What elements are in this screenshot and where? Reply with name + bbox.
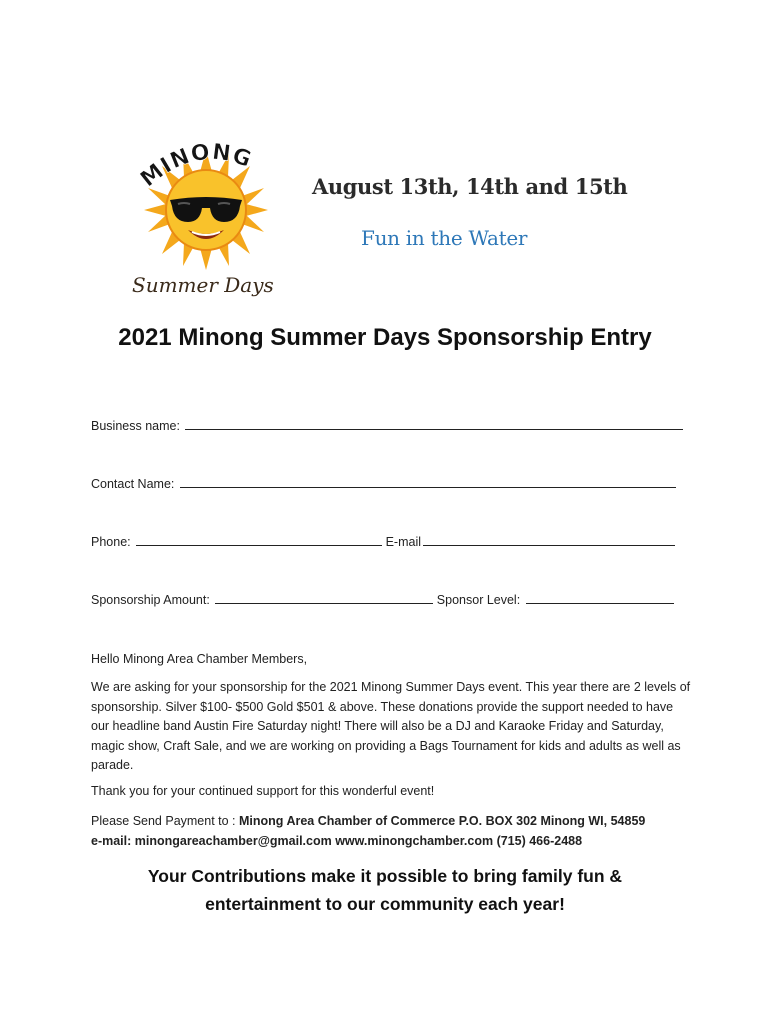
contact-name-label: Contact Name:	[91, 477, 175, 491]
sun-sunglasses-icon	[126, 130, 286, 300]
phone-email-field[interactable]	[91, 534, 675, 549]
greeting: Hello Minong Area Chamber Members,	[91, 652, 308, 666]
business-name-label: Business name:	[91, 419, 180, 433]
closing-line-1: Your Contributions make it possible to bring family fun &	[147, 866, 623, 886]
sponsorship-field[interactable]	[91, 592, 674, 607]
phone-line[interactable]	[136, 534, 382, 546]
sponsor-level-line[interactable]	[526, 592, 674, 604]
event-dates: August 13th, 14th and 15th	[312, 174, 628, 199]
event-theme: Fun in the Water	[361, 226, 528, 250]
business-name-field[interactable]	[91, 418, 683, 433]
email-label: E-mail	[385, 535, 422, 549]
contact-line: e-mail: minongareachamber@gmail.com www.minongchamber.com (715) 466-2488	[91, 834, 583, 848]
closing-line-2: entertainment to our community each year!	[205, 894, 565, 914]
closing-message	[0, 862, 770, 918]
contact-name-field[interactable]	[91, 476, 676, 491]
phone-label: Phone:	[91, 535, 131, 549]
letter-body-text: We are asking for your sponsorship for the 2021 Minong Summer Days event. This year there are 2 levels of sponsorship. Silver $100- $500 Gold $501 & above. These donations provide the support needed to have our headline band Austin Fire Saturday night! There will also be a DJ and Karaoke Friday and Saturday, magic show, Craft Sale, and we are working on providing a Bags Tournament for kids and adults as well as parade.	[91, 680, 691, 772]
email-line[interactable]	[423, 534, 675, 546]
sponsor-level-label: Sponsor Level:	[436, 593, 521, 607]
logo-bottom-text: Summer Days	[132, 273, 274, 297]
contact-name-line[interactable]	[180, 476, 676, 488]
sponsorship-amount-label: Sponsorship Amount:	[91, 593, 210, 607]
page-title: 2021 Minong Summer Days Sponsorship Entry	[118, 324, 652, 351]
payment-intro: Please Send Payment to :	[91, 814, 236, 828]
payment-address: Minong Area Chamber of Commerce P.O. BOX 302 Minong WI, 54859	[239, 814, 646, 828]
logo-top-text: MINONG	[136, 139, 256, 193]
business-name-line[interactable]	[185, 418, 683, 430]
minong-summer-days-logo	[126, 130, 286, 300]
payment-info	[91, 812, 691, 832]
letter-body	[91, 678, 691, 776]
thanks-line: Thank you for your continued support for this wonderful event!	[91, 784, 435, 798]
sponsorship-amount-line[interactable]	[215, 592, 433, 604]
